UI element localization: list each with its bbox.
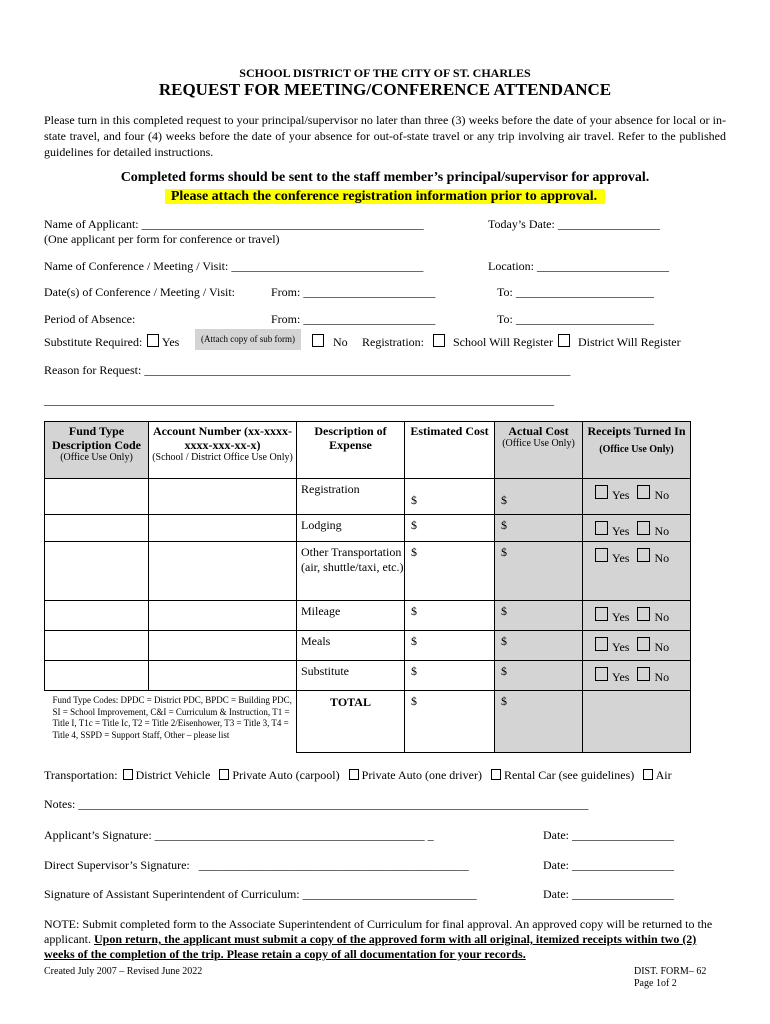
receipt-yes-checkbox[interactable] [595,667,608,681]
receipt-yes-label: Yes [612,610,630,624]
receipt-yes-label: Yes [612,488,630,502]
receipt-no-label: No [654,640,670,654]
expense-description: Lodging [297,515,405,542]
expense-table [44,421,691,753]
conference-from-field[interactable] [271,285,435,300]
created-revised-date: Created July 2007 – Revised June 2022 [44,966,203,977]
supervisor-signature-line: _____________________________________________ [198,858,469,872]
conference-name-line: ________________________________ [231,259,424,273]
table-row [45,515,691,542]
date-label: Date: [543,887,572,901]
account-number-sub: (School / District Office Use Only) [152,452,293,463]
district-register-checkbox[interactable] [558,334,570,347]
receipts-cell [583,542,691,601]
date-line: _________________ [572,887,674,901]
receipt-yes-label: Yes [612,524,630,538]
district-vehicle-label: District Vehicle [135,768,211,782]
footer-note [44,917,728,962]
applicant-signature-line: _____________________________________________ _ [154,828,434,842]
conference-dates-label: Date(s) of Conference / Meeting / Visit: [44,285,236,299]
receipt-yes-label: Yes [612,551,630,565]
conference-name-field[interactable] [44,259,423,274]
private-auto-one-driver-checkbox[interactable] [349,769,359,780]
dollar-sign: $ [501,545,507,559]
estimated-cost-cell[interactable] [405,542,495,601]
fund-type-title: Fund Type Description Code [52,424,141,452]
receipt-no-checkbox[interactable] [637,637,650,651]
applicant-signature-field[interactable] [44,828,434,843]
applicant-signature-label: Applicant’s Signature: [44,828,155,842]
account-number-cell[interactable] [149,631,297,661]
location-line: ______________________ [536,259,669,273]
account-number-cell[interactable] [149,515,297,542]
transportation-label: Transportation: [44,768,118,782]
transportation-row [44,768,672,783]
to-line: _______________________ [515,285,654,299]
receipt-yes-checkbox[interactable] [595,521,608,535]
applicant-name-line: _______________________________________________ [141,217,424,231]
district-name: SCHOOL DISTRICT OF THE CITY OF ST. CHARLES [239,66,531,80]
asst-superintendent-date-field[interactable] [543,887,674,902]
to-label: To: [497,285,516,299]
dollar-sign: $ [411,634,417,648]
applicant-name-label: Name of Applicant: [44,217,142,231]
actual-cost-header [495,422,583,479]
notice-attach-registration: Please attach the conference registration information prior to approval. [165,189,605,204]
registration-label: Registration: [362,335,424,349]
fund-type-cell[interactable] [45,479,149,515]
table-row [45,661,691,691]
fund-type-codes [45,691,297,753]
air-label: Air [655,768,672,782]
notes-label: Notes: [44,797,79,811]
receipts-total-cell [583,691,691,753]
todays-date-line: _________________ [557,217,660,231]
absence-from-field[interactable] [271,312,435,327]
receipt-no-label: No [654,610,670,624]
rental-car-checkbox[interactable] [491,769,501,780]
attach-sub-form-note: (Attach copy of sub form) [195,329,301,350]
date-line: _________________ [572,858,674,872]
table-row [45,479,691,515]
private-auto-one-driver-label: Private Auto (one driver) [361,768,482,782]
from-label: From: [271,312,304,326]
dollar-sign: $ [411,545,417,559]
asst-superintendent-signature-field[interactable] [44,887,477,902]
actual-cost-title: Actual Cost [508,424,569,438]
actual-cost-cell[interactable] [495,479,583,515]
description-header [297,422,405,479]
substitute-no-checkbox[interactable] [312,334,324,347]
todays-date-label: Today’s Date: [488,217,558,231]
date-label: Date: [543,858,572,872]
notes-field[interactable] [44,797,588,812]
dollar-sign: $ [501,518,507,532]
account-number-cell[interactable] [149,479,297,515]
receipt-no-checkbox[interactable] [637,607,650,621]
receipt-no-label: No [654,551,670,565]
table-row [45,542,691,601]
dollar-sign: $ [501,694,507,708]
receipt-yes-label: Yes [612,670,630,684]
receipts-header [583,422,691,479]
actual-cost-cell[interactable] [495,661,583,691]
estimated-cost-cell[interactable] [405,515,495,542]
dollar-sign: $ [501,634,507,648]
substitute-yes-label: Yes [161,335,180,349]
district-register-label: District Will Register [577,335,681,349]
location-field[interactable] [488,259,669,274]
receipts-cell [583,479,691,515]
expense-description: Mileage [297,601,405,631]
reason-line: _______________________________________________________________________ [144,363,571,377]
account-number-title: Account Number (xx-xxxx-xxxx-xxx-xx-x) [152,424,293,452]
expense-description: Registration [297,479,405,515]
from-line: ______________________ [303,312,436,326]
private-auto-carpool-label: Private Auto (carpool) [232,768,340,782]
school-register-checkbox[interactable] [433,334,445,347]
applicant-name-field[interactable] [44,217,424,232]
form-number: DIST. FORM– 62 [634,966,707,977]
fund-type-header [45,422,149,479]
dollar-sign: $ [501,664,507,678]
fund-type-cell[interactable] [45,661,149,691]
notice-send-to-principal: Completed forms should be sent to the staff member’s principal/supervisor for approval. [120,170,650,185]
intro-paragraph: Please turn in this completed request to your principal/supervisor no later than three (3) weeks before the date of your absence for local or in-state travel, and four (4) weeks before the date of your absence for out-of-state travel or any trip involving air travel. Refer to the published guidelines for detailed instructions. [44,113,726,159]
supervisor-date-field[interactable] [543,858,674,873]
estimated-cost-cell[interactable] [405,631,495,661]
dollar-sign: $ [411,694,417,708]
reason-label: Reason for Request: [44,363,145,377]
to-line: _______________________ [515,312,654,326]
footer-note-emphasis: Upon return, the applicant must submit a copy of the approved form with all original, itemized receipts within two (2) weeks of the completion of the trip. Please retain a copy of all documentation for your records. [44,932,697,961]
estimated-cost-cell[interactable] [405,479,495,515]
estimated-cost-cell[interactable] [405,601,495,631]
supervisor-signature-label: Direct Supervisor’s Signature: [44,858,193,872]
dollar-sign: $ [501,604,507,618]
receipt-yes-checkbox[interactable] [595,485,608,499]
page-number: Page 1of 2 [634,978,677,989]
asst-superintendent-signature-label: Signature of Assistant Superintendent of Curriculum: [44,887,303,901]
period-of-absence-label: Period of Absence: [44,312,136,326]
fund-type-sub: (Office Use Only) [60,452,133,463]
substitute-no-label: No [333,335,348,349]
receipts-cell [583,631,691,661]
substitute-yes-checkbox[interactable] [147,334,159,347]
receipt-no-label: No [654,670,670,684]
expense-description: Substitute [297,661,405,691]
receipt-no-checkbox[interactable] [637,485,650,499]
receipt-no-checkbox[interactable] [637,667,650,681]
fund-type-cell[interactable] [45,631,149,661]
school-register-label: School Will Register [453,335,553,349]
absence-to-field[interactable] [497,312,654,327]
account-number-cell[interactable] [149,601,297,631]
receipts-sub: (Office Use Only) [599,444,674,455]
date-line: _________________ [572,828,674,842]
expense-description: Other Transportation (air, shuttle/taxi, etc.) [297,542,405,601]
applicant-note: (One applicant per form for conference or travel) [44,232,280,246]
date-label: Date: [543,828,572,842]
dollar-sign: $ [501,493,507,507]
total-label [297,691,405,753]
reason-line-2[interactable]: _____________________________________________________________________________________ [44,393,554,407]
estimated-cost-cell[interactable] [405,661,495,691]
receipts-title: Receipts Turned In [587,424,686,438]
receipt-no-label: No [654,488,670,502]
receipt-yes-checkbox[interactable] [595,607,608,621]
from-label: From: [271,285,304,299]
conference-name-label: Name of Conference / Meeting / Visit: [44,259,232,273]
supervisor-signature-field[interactable] [44,858,469,873]
receipt-yes-label: Yes [612,640,630,654]
todays-date-field[interactable] [488,217,660,232]
fund-type-cell[interactable] [45,601,149,631]
conference-to-field[interactable] [497,285,654,300]
dollar-sign: $ [411,664,417,678]
receipt-yes-checkbox[interactable] [595,637,608,651]
actual-cost-cell[interactable] [495,515,583,542]
actual-cost-sub: (Office Use Only) [502,438,575,449]
account-number-cell[interactable] [149,661,297,691]
air-checkbox[interactable] [643,769,653,780]
asst-superintendent-signature-line: _____________________________ [302,887,477,901]
dollar-sign: $ [411,493,417,507]
table-row [45,601,691,631]
reason-field[interactable] [44,363,570,378]
receipt-no-checkbox[interactable] [637,548,650,562]
fund-type-codes-text: Fund Type Codes: DPDC = District PDC, BPDC = Building PDC, SI = School Improvement, C&I = Curriculum & Instruction, T1 = Title I, T1c = Title Ic, T2 = Title 2/Eisenhower, T3 = Title 3, T4 = Title 4, SSPD = Support Staff, Other – please list [52,695,292,740]
table-row [45,631,691,661]
applicant-date-field[interactable] [543,828,674,843]
notes-line: _____________________________________________________________________________________ [78,797,589,811]
description-title: Description of Expense [314,424,387,452]
receipt-yes-checkbox[interactable] [595,548,608,562]
receipts-cell [583,661,691,691]
actual-cost-cell[interactable] [495,601,583,631]
actual-total-cell[interactable] [495,691,583,753]
estimated-cost-header [405,422,495,479]
total-row [45,691,691,753]
fund-type-cell[interactable] [45,515,149,542]
private-auto-carpool-checkbox[interactable] [219,769,229,780]
form-title: REQUEST FOR MEETING/CONFERENCE ATTENDANCE [158,80,612,99]
dollar-sign: $ [411,604,417,618]
rental-car-label: Rental Car (see guidelines) [503,768,635,782]
estimated-cost-title: Estimated Cost [410,424,489,438]
footer-note-text: NOTE: Submit completed form to the Associate Superintendent of Curriculum for final approval. An approved copy will be returned to the applicant. [44,917,713,946]
actual-cost-cell[interactable] [495,631,583,661]
district-vehicle-checkbox[interactable] [123,769,133,780]
estimated-total-cell[interactable] [405,691,495,753]
account-number-cell[interactable] [149,542,297,601]
from-line: ______________________ [303,285,436,299]
receipts-cell [583,515,691,542]
expense-description: Meals [297,631,405,661]
substitute-required-label: Substitute Required: [44,335,143,349]
to-label: To: [497,312,516,326]
receipts-cell [583,601,691,631]
total-label-text: TOTAL [330,695,371,709]
receipt-no-checkbox[interactable] [637,521,650,535]
fund-type-cell[interactable] [45,542,149,601]
dollar-sign: $ [411,518,417,532]
account-number-header [149,422,297,479]
location-label: Location: [488,259,537,273]
receipt-no-label: No [654,524,670,538]
actual-cost-cell[interactable] [495,542,583,601]
